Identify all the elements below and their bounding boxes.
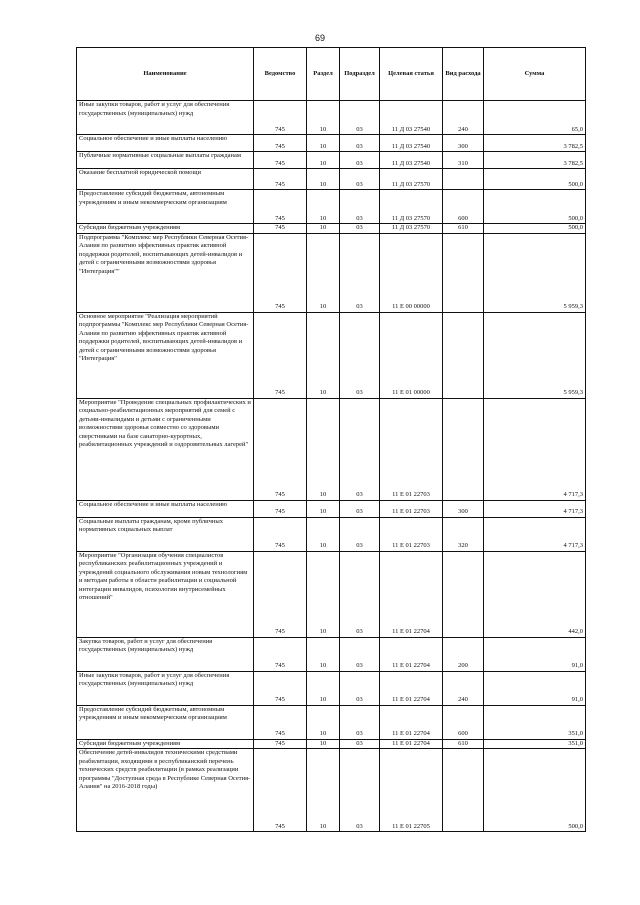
header-dept: Ведомство: [254, 48, 307, 101]
row-name: Предоставление субсидий бюджетным, автономным учреждениям и иным некоммерческим организациям: [77, 190, 254, 224]
row-amount: 5 959,3: [484, 312, 586, 398]
row-subsection: 03: [340, 152, 380, 169]
row-target: 11 Д 03 27540: [380, 101, 443, 135]
row-dept: 745: [254, 233, 307, 312]
row-amount: 65,0: [484, 101, 586, 135]
row-subsection: 03: [340, 224, 380, 234]
row-amount: 91,0: [484, 637, 586, 671]
row-target: 11 Е 00 00000: [380, 233, 443, 312]
table-row: [77, 233, 586, 312]
row-target: 11 Е 01 22704: [380, 739, 443, 749]
row-subsection: 03: [340, 398, 380, 500]
row-section: 10: [307, 233, 340, 312]
row-name: Закупка товаров, работ и услуг для обеспечения государственных (муниципальных) нужд: [77, 637, 254, 671]
row-target: 11 Е 01 22704: [380, 551, 443, 637]
row-section: 10: [307, 705, 340, 739]
row-dept: 745: [254, 500, 307, 517]
row-expense-type: [443, 398, 484, 500]
row-dept: 745: [254, 169, 307, 190]
header-expense-type: Вид расхода: [443, 48, 484, 101]
row-dept: 745: [254, 749, 307, 832]
row-section: 10: [307, 101, 340, 135]
row-dept: 745: [254, 224, 307, 234]
row-dept: 745: [254, 152, 307, 169]
row-name: Подпрограмма "Комплекс мер Республики Северная Осетия-Алания по развитию эффективных практик активной поддержки родителей, воспитывающих детей-инвалидов и детей с ограниченными возможностями здоровья "Интеграция"": [77, 233, 254, 312]
row-target: 11 Е 01 22704: [380, 637, 443, 671]
header-section: Раздел: [307, 48, 340, 101]
table-row: [77, 739, 586, 749]
row-amount: 5 959,3: [484, 233, 586, 312]
page-number: 69: [314, 33, 325, 43]
row-subsection: 03: [340, 637, 380, 671]
row-subsection: 03: [340, 705, 380, 739]
table-row: [77, 705, 586, 739]
row-amount: 500,0: [484, 224, 586, 234]
row-dept: 745: [254, 312, 307, 398]
row-subsection: 03: [340, 190, 380, 224]
row-target: 11 Е 01 22704: [380, 671, 443, 705]
row-subsection: 03: [340, 739, 380, 749]
row-name: Обеспечение детей-инвалидов техническими средствами реабилитации, входящими в республиканский перечень технических средств реабилитации (в рамках реализации программы "Доступная среда в Республике Северная Осетия-Алания" на 2016-2018 годы): [77, 749, 254, 832]
table-row: [77, 224, 586, 234]
row-amount: 351,0: [484, 705, 586, 739]
row-expense-type: 200: [443, 637, 484, 671]
row-expense-type: [443, 169, 484, 190]
row-name: Субсидии бюджетным учреждениям: [77, 739, 254, 749]
row-expense-type: 600: [443, 190, 484, 224]
table-row: [77, 517, 586, 551]
row-target: 11 Е 01 22703: [380, 517, 443, 551]
table-row: [77, 749, 586, 832]
row-section: 10: [307, 224, 340, 234]
row-name: Социальные выплаты гражданам, кроме публичных нормативных социальных выплат: [77, 517, 254, 551]
row-target: 11 Д 03 27570: [380, 169, 443, 190]
table-row: [77, 398, 586, 500]
row-section: 10: [307, 135, 340, 152]
row-name: Иные закупки товаров, работ и услуг для обеспечения государственных (муниципальных) нужд: [77, 101, 254, 135]
row-amount: 91,0: [484, 671, 586, 705]
row-target: 11 Е 01 22703: [380, 500, 443, 517]
row-amount: 500,0: [484, 190, 586, 224]
row-dept: 745: [254, 101, 307, 135]
table-row: [77, 551, 586, 637]
row-expense-type: [443, 749, 484, 832]
header-subsection: Подраздел: [340, 48, 380, 101]
row-target: 11 Д 03 27540: [380, 135, 443, 152]
budget-table: [76, 47, 586, 832]
row-subsection: 03: [340, 233, 380, 312]
row-name: Иные закупки товаров, работ и услуг для обеспечения государственных (муниципальных) нужд: [77, 671, 254, 705]
row-section: 10: [307, 190, 340, 224]
row-subsection: 03: [340, 101, 380, 135]
row-target: 11 Е 01 22703: [380, 398, 443, 500]
row-expense-type: [443, 233, 484, 312]
row-expense-type: 240: [443, 671, 484, 705]
row-section: 10: [307, 312, 340, 398]
row-subsection: 03: [340, 135, 380, 152]
row-expense-type: 300: [443, 500, 484, 517]
header-name: Наименование: [77, 48, 254, 101]
row-expense-type: 300: [443, 135, 484, 152]
row-subsection: 03: [340, 671, 380, 705]
row-target: 11 Д 03 27570: [380, 224, 443, 234]
row-amount: 442,0: [484, 551, 586, 637]
row-expense-type: 610: [443, 739, 484, 749]
row-subsection: 03: [340, 312, 380, 398]
row-amount: 4 717,3: [484, 398, 586, 500]
row-amount: 3 782,5: [484, 152, 586, 169]
row-name: Мероприятие "Организация обучения специалистов республиканских реабилитационных учреждений и учреждений социального обслуживания новым технологиям и методам работы в области реабилитации и социальной интеграции инвалидов, психологии внутрисемейных отношений": [77, 551, 254, 637]
row-dept: 745: [254, 739, 307, 749]
row-name: Субсидии бюджетным учреждениям: [77, 224, 254, 234]
row-amount: 4 717,3: [484, 517, 586, 551]
table-row: [77, 190, 586, 224]
header-target: Целевая статья: [380, 48, 443, 101]
table-header-row: [77, 48, 586, 101]
row-dept: 745: [254, 671, 307, 705]
row-section: 10: [307, 637, 340, 671]
row-section: 10: [307, 671, 340, 705]
table-row: [77, 500, 586, 517]
row-target: 11 Е 01 22705: [380, 749, 443, 832]
row-expense-type: 310: [443, 152, 484, 169]
row-expense-type: 610: [443, 224, 484, 234]
row-name: Основное мероприятие "Реализация мероприятий подпрограммы "Комплекс мер Республики Северная Осетия-Алания по развитию эффективных практик активной поддержки родителей, воспитывающих детей-инвалидов и детей с ограниченными возможностями здоровья "Интеграция": [77, 312, 254, 398]
row-subsection: 03: [340, 500, 380, 517]
row-dept: 745: [254, 190, 307, 224]
row-expense-type: [443, 551, 484, 637]
row-amount: 500,0: [484, 169, 586, 190]
table-row: [77, 101, 586, 135]
row-dept: 745: [254, 398, 307, 500]
table-row: [77, 637, 586, 671]
row-section: 10: [307, 398, 340, 500]
row-subsection: 03: [340, 517, 380, 551]
row-dept: 745: [254, 135, 307, 152]
row-amount: 3 782,5: [484, 135, 586, 152]
row-name: Предоставление субсидий бюджетным, автономным учреждениям и иным некоммерческим организациям: [77, 705, 254, 739]
row-dept: 745: [254, 551, 307, 637]
table-row: [77, 671, 586, 705]
row-subsection: 03: [340, 749, 380, 832]
row-section: 10: [307, 551, 340, 637]
table-row: [77, 169, 586, 190]
row-section: 10: [307, 739, 340, 749]
row-section: 10: [307, 749, 340, 832]
row-amount: 500,0: [484, 749, 586, 832]
row-subsection: 03: [340, 169, 380, 190]
row-section: 10: [307, 169, 340, 190]
row-target: 11 Д 03 27570: [380, 190, 443, 224]
row-expense-type: [443, 312, 484, 398]
row-subsection: 03: [340, 551, 380, 637]
row-dept: 745: [254, 705, 307, 739]
row-dept: 745: [254, 637, 307, 671]
row-expense-type: 320: [443, 517, 484, 551]
row-amount: 4 717,3: [484, 500, 586, 517]
row-target: 11 Е 01 22704: [380, 705, 443, 739]
row-name: Социальное обеспечение и иные выплаты населению: [77, 500, 254, 517]
row-dept: 745: [254, 517, 307, 551]
row-target: 11 Д 03 27540: [380, 152, 443, 169]
header-amount: Сумма: [484, 48, 586, 101]
row-section: 10: [307, 517, 340, 551]
row-section: 10: [307, 152, 340, 169]
row-expense-type: 240: [443, 101, 484, 135]
row-name: Публичные нормативные социальные выплаты гражданам: [77, 152, 254, 169]
row-target: 11 Е 01 00000: [380, 312, 443, 398]
row-name: Оказание бесплатной юридической помощи: [77, 169, 254, 190]
table-row: [77, 312, 586, 398]
table-row: [77, 152, 586, 169]
table-row: [77, 135, 586, 152]
row-section: 10: [307, 500, 340, 517]
row-name: Социальное обеспечение и иные выплаты населению: [77, 135, 254, 152]
row-name: Мероприятие "Проведение специальных профилактических и социально-реабилитационных мероприятий для семей с детьми-инвалидами и детьми с ограниченными возможностями здоровья совместно со здоровыми сверстниками на базе санаторно-курортных, реабилитационных учреждений и оздоровительных лагерей": [77, 398, 254, 500]
row-amount: 351,0: [484, 739, 586, 749]
row-expense-type: 600: [443, 705, 484, 739]
